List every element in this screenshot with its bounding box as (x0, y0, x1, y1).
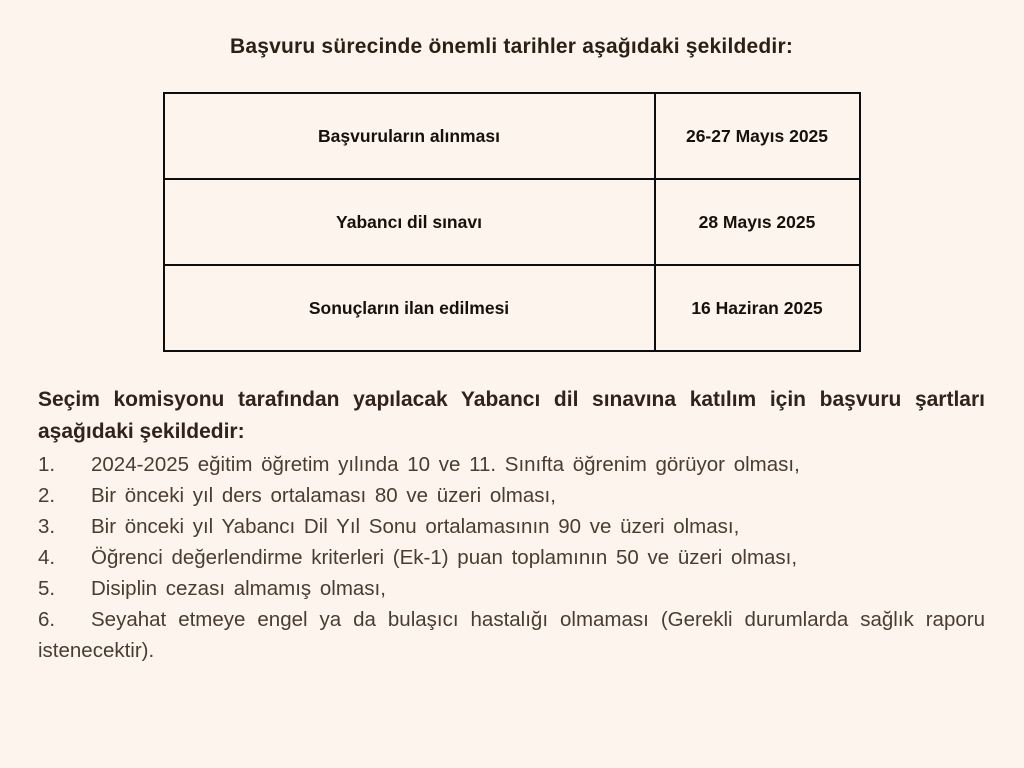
item-text: Seyahat etmeye engel ya da bulaşıcı hastalığı olmaması (Gerekli durumlarda sağlık raporu istenecektir). (38, 608, 985, 662)
requirements-intro: Seçim komisyonu tarafından yapılacak Yabancı dil sınavına katılım için başvuru şartları aşağıdaki şekildedir: (38, 388, 985, 443)
item-number: 2. (38, 484, 56, 507)
event-label-cell: Başvuruların alınması (164, 93, 655, 179)
event-date-cell: 28 Mayıs 2025 (655, 179, 860, 265)
item-number: 3. (38, 515, 56, 538)
list-item (38, 604, 985, 666)
item-number: 4. (38, 546, 56, 569)
item-text: Öğrenci değerlendirme kriterleri (Ek-1) puan toplamının 50 ve üzeri olması, (91, 546, 798, 569)
item-number: 1. (38, 453, 56, 476)
event-date-cell: 16 Haziran 2025 (655, 265, 860, 351)
important-dates-table (163, 92, 861, 352)
list-item (38, 573, 985, 604)
event-label-cell: Yabancı dil sınavı (164, 179, 655, 265)
item-text: Bir önceki yıl Yabancı Dil Yıl Sonu ortalamasının 90 ve üzeri olması, (91, 515, 740, 538)
event-label-cell: Sonuçların ilan edilmesi (164, 265, 655, 351)
list-item (38, 480, 985, 511)
list-item (38, 449, 985, 480)
event-date-cell: 26-27 Mayıs 2025 (655, 93, 860, 179)
item-number: 6. (38, 608, 56, 631)
item-text: Bir önceki yıl ders ortalaması 80 ve üzeri olması, (91, 484, 556, 507)
item-text: Disiplin cezası almamış olması, (91, 577, 386, 600)
table-row (164, 265, 860, 351)
table-row (164, 179, 860, 265)
item-number: 5. (38, 577, 56, 600)
table-row (164, 93, 860, 179)
list-item (38, 511, 985, 542)
requirements-list (38, 449, 985, 666)
page-title: Başvuru sürecinde önemli tarihler aşağıdaki şekildedir: (229, 35, 794, 58)
document-page (0, 34, 1024, 768)
item-text: 2024-2025 eğitim öğretim yılında 10 ve 11. Sınıfta öğrenim görüyor olması, (91, 453, 800, 476)
list-item (38, 542, 985, 573)
